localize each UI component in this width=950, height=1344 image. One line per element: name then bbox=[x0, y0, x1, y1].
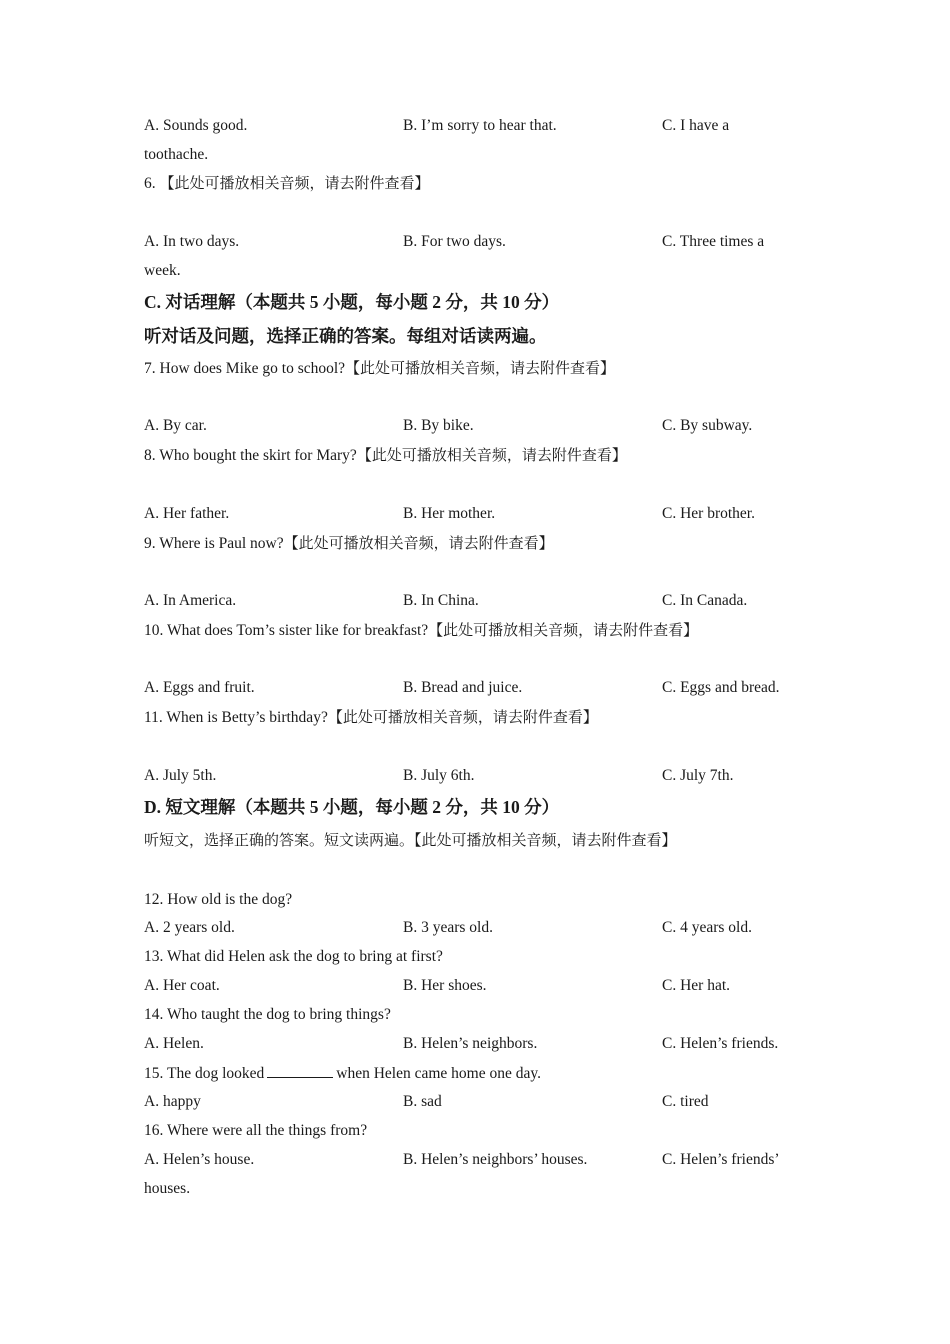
q6-option-c-continued: week. bbox=[144, 262, 181, 279]
q6-option-b[interactable]: B. For two days. bbox=[403, 233, 506, 250]
q15-blank bbox=[267, 1063, 333, 1078]
q13-question: 13. What did Helen ask the dog to bring at first? bbox=[144, 948, 443, 965]
q9-option-c[interactable]: C. In Canada. bbox=[662, 592, 748, 609]
q12-option-a[interactable]: A. 2 years old. bbox=[144, 919, 235, 936]
q7-option-a[interactable]: A. By car. bbox=[144, 417, 207, 434]
section-c-title: C. 对话理解（本题共 5 小题，每小题 2 分，共 10 分） bbox=[144, 292, 560, 312]
q8-audio-link[interactable]: 【此处可播放相关音频，请去附件查看】 bbox=[356, 446, 627, 464]
q7-option-c[interactable]: C. By subway. bbox=[662, 417, 753, 434]
q10-text: 10. What does Tom’s sister like for breakfast? bbox=[144, 622, 429, 639]
q11-option-b[interactable]: B. July 6th. bbox=[403, 767, 475, 784]
q12-option-c[interactable]: C. 4 years old. bbox=[662, 919, 752, 936]
section-d-title: D. 短文理解（本题共 5 小题，每小题 2 分，共 10 分） bbox=[144, 797, 560, 817]
q8-option-b[interactable]: B. Her mother. bbox=[403, 505, 496, 522]
q5-option-c-continued: toothache. bbox=[144, 146, 209, 163]
section-c-instruction: 听对话及问题，选择正确的答案。每组对话读两遍。 bbox=[144, 326, 547, 346]
q16-option-c-continued: houses. bbox=[144, 1180, 191, 1197]
q7-audio-link[interactable]: 【此处可播放相关音频，请去附件查看】 bbox=[345, 359, 616, 377]
q9-question bbox=[144, 533, 804, 554]
q9-audio-link[interactable]: 【此处可播放相关音频，请去附件查看】 bbox=[283, 534, 554, 552]
q13-option-a[interactable]: A. Her coat. bbox=[144, 977, 220, 994]
q8-text: 8. Who bought the skirt for Mary? bbox=[144, 447, 357, 464]
q10-option-a[interactable]: A. Eggs and fruit. bbox=[144, 679, 255, 696]
q6-option-a[interactable]: A. In two days. bbox=[144, 233, 240, 250]
q15-option-a[interactable]: A. happy bbox=[144, 1093, 201, 1110]
q12-question: 12. How old is the dog? bbox=[144, 891, 293, 908]
q14-question: 14. Who taught the dog to bring things? bbox=[144, 1006, 391, 1023]
q9-text: 9. Where is Paul now? bbox=[144, 535, 284, 552]
q14-option-a[interactable]: A. Helen. bbox=[144, 1035, 204, 1052]
q15-text-after: when Helen came home one day. bbox=[336, 1065, 541, 1082]
section-d-instruction-line bbox=[144, 830, 804, 851]
q8-question bbox=[144, 445, 804, 466]
q11-question bbox=[144, 707, 804, 728]
q15-text-before: 15. The dog looked bbox=[144, 1065, 265, 1082]
q10-option-b[interactable]: B. Bread and juice. bbox=[403, 679, 523, 696]
q15-option-b[interactable]: B. sad bbox=[403, 1093, 442, 1110]
q13-option-b[interactable]: B. Her shoes. bbox=[403, 977, 487, 994]
q14-option-b[interactable]: B. Helen’s neighbors. bbox=[403, 1035, 538, 1052]
section-d-instruction: 听短文，选择正确的答案。短文读两遍。 bbox=[144, 831, 415, 849]
q5-option-b[interactable]: B. I’m sorry to hear that. bbox=[403, 117, 557, 134]
q12-option-b[interactable]: B. 3 years old. bbox=[403, 919, 493, 936]
q7-question bbox=[144, 358, 804, 379]
q8-option-a[interactable]: A. Her father. bbox=[144, 505, 230, 522]
q10-audio-link[interactable]: 【此处可播放相关音频，请去附件查看】 bbox=[428, 621, 699, 639]
q13-option-c[interactable]: C. Her hat. bbox=[662, 977, 731, 994]
q6-option-c[interactable]: C. Three times a bbox=[662, 233, 765, 250]
q16-question: 16. Where were all the things from? bbox=[144, 1122, 368, 1139]
q16-option-b[interactable]: B. Helen’s neighbors’ houses. bbox=[403, 1151, 588, 1168]
q5-option-c[interactable]: C. I have a bbox=[662, 117, 730, 134]
q16-option-c[interactable]: C. Helen’s friends’ bbox=[662, 1151, 780, 1168]
q11-option-a[interactable]: A. July 5th. bbox=[144, 767, 217, 784]
q10-question bbox=[144, 620, 804, 641]
q11-text: 11. When is Betty’s birthday? bbox=[144, 709, 328, 726]
q15-option-c[interactable]: C. tired bbox=[662, 1093, 709, 1110]
q14-option-c[interactable]: C. Helen’s friends. bbox=[662, 1035, 779, 1052]
q6-question bbox=[144, 173, 804, 194]
q6-number: 6. bbox=[144, 175, 156, 192]
q15-question bbox=[144, 1063, 804, 1084]
q6-audio-link[interactable]: 【此处可播放相关音频，请去附件查看】 bbox=[159, 174, 430, 192]
q5-option-a[interactable]: A. Sounds good. bbox=[144, 117, 248, 134]
q9-option-b[interactable]: B. In China. bbox=[403, 592, 479, 609]
q11-option-c[interactable]: C. July 7th. bbox=[662, 767, 734, 784]
section-d-audio-link[interactable]: 【此处可播放相关音频，请去附件查看】 bbox=[414, 831, 677, 849]
q7-text: 7. How does Mike go to school? bbox=[144, 360, 346, 377]
q9-option-a[interactable]: A. In America. bbox=[144, 592, 237, 609]
q7-option-b[interactable]: B. By bike. bbox=[403, 417, 474, 434]
q16-option-a[interactable]: A. Helen’s house. bbox=[144, 1151, 255, 1168]
q11-audio-link[interactable]: 【此处可播放相关音频，请去附件查看】 bbox=[327, 708, 598, 726]
q8-option-c[interactable]: C. Her brother. bbox=[662, 505, 755, 522]
q10-option-c[interactable]: C. Eggs and bread. bbox=[662, 679, 780, 696]
